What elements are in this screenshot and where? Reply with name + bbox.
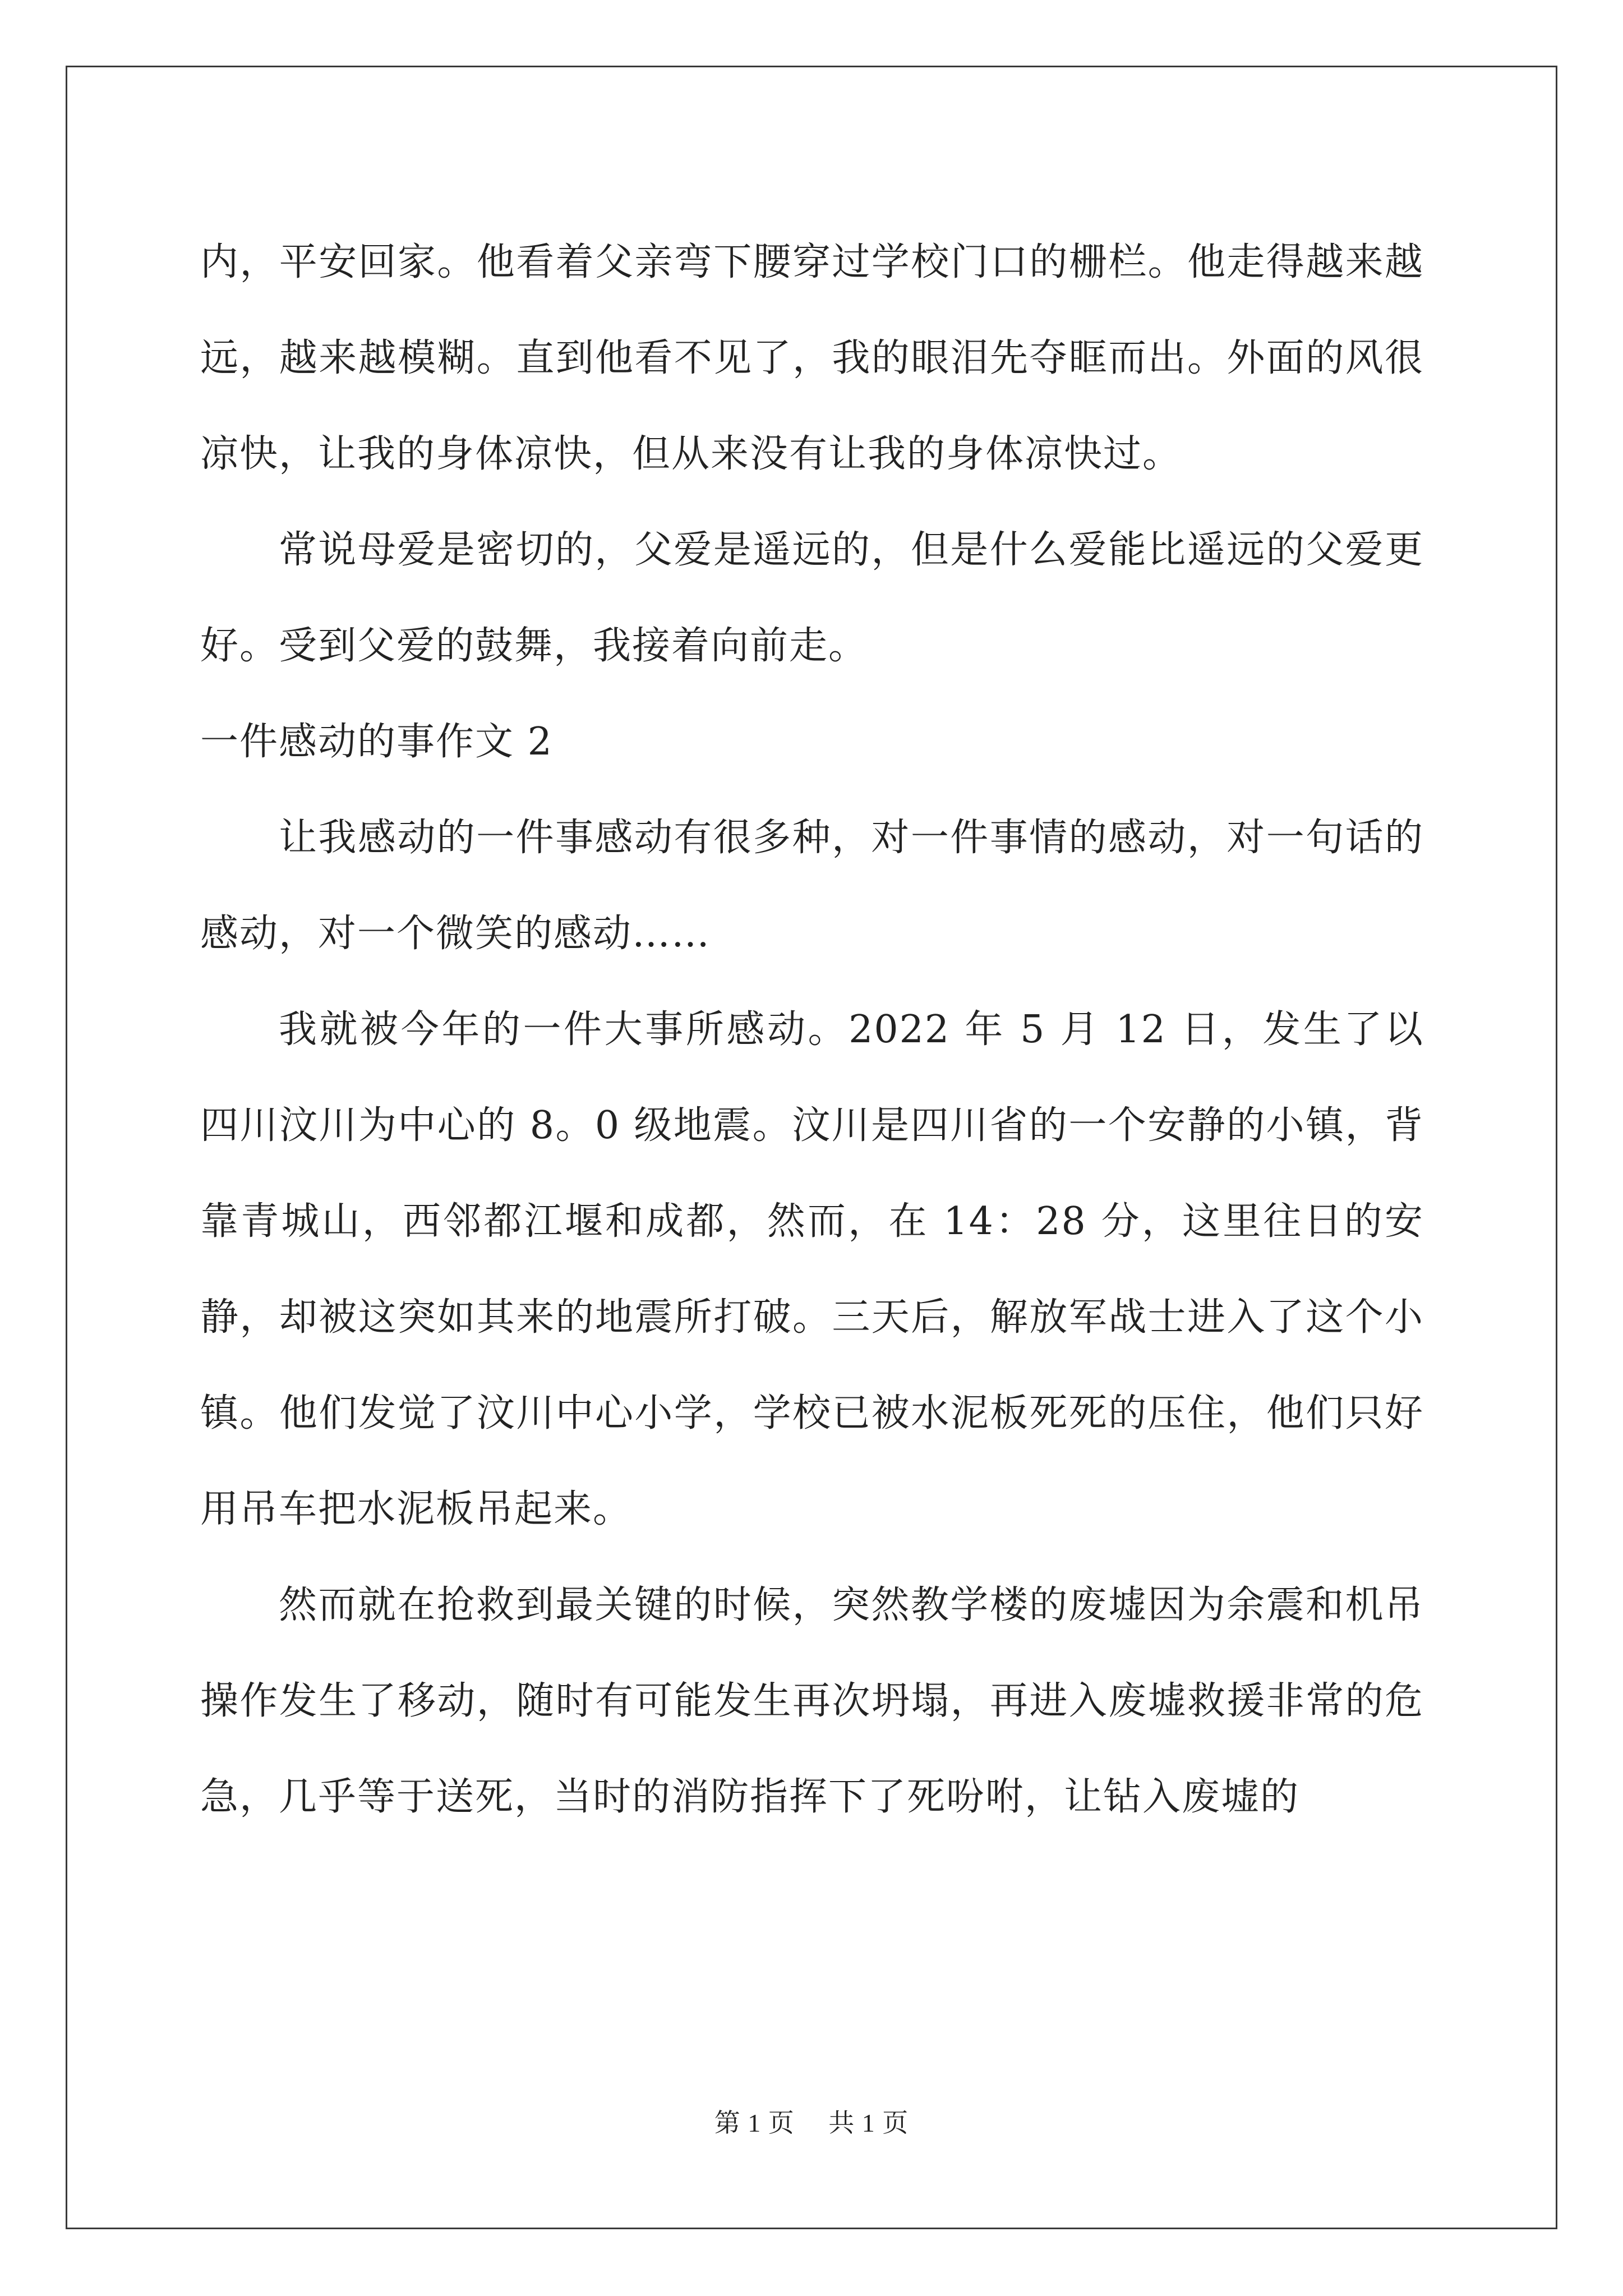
document-body [200,214,1424,1845]
section-heading: 一件感动的事作文 2 [200,720,553,764]
paragraph-4: 我就被今年的一件大事所感动。2022 年 5 月 12 日，发生了以四川汶川为中心的 8。0 级地震。汶川是四川省的一个安静的小镇，背靠青城山，西邻都江堰和成都，然而，在 14：28 分，这里往日的安静，却被这突如其来的地震所打破。三天后，解放军战士进入了这个小镇。他们发觉了汶川中心小学，学校已被水泥板死死的压住，他们只好用吊车把水泥板吊起来。 [200,1007,1424,1531]
paragraph-2: 常说母爱是密切的，父爱是遥远的，但是什么爱能比遥远的父爱更好。受到父爱的鼓舞，我接着向前走。 [200,528,1424,668]
page-number: 第 1 页 [714,2109,795,2137]
paragraph-3: 让我感动的一件事感动有很多种，对一件事情的感动，对一句话的感动，对一个微笑的感动…… [200,816,1424,956]
paragraph-1: 内，平安回家。他看着父亲弯下腰穿过学校门口的栅栏。他走得越来越远，越来越模糊。直到他看不见了，我的眼泪先夺眶而出。外面的风很凉快，让我的身体凉快，但从来没有让我的身体凉快过。 [200,240,1424,476]
page-footer [0,2102,1623,2139]
paragraph-5: 然而就在抢救到最关键的时候，突然教学楼的废墟因为余震和机吊操作发生了移动，随时有可能发生再次坍塌，再进入废墟救援非常的危急，几乎等于送死，当时的消防指挥下了死吩咐，让钻入废墟的 [200,1583,1424,1819]
page-total: 共 1 页 [828,2109,909,2137]
